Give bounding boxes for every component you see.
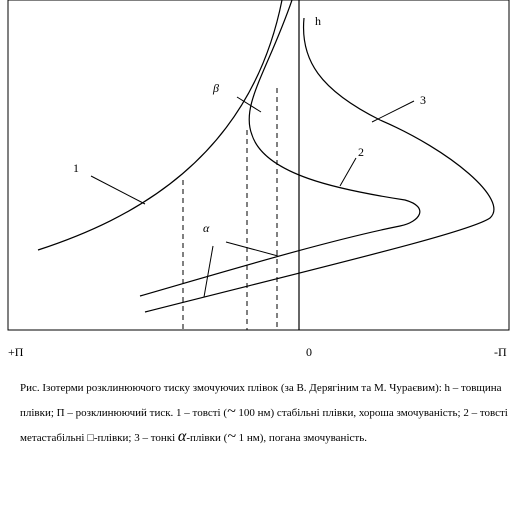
curve-2-label: 2	[358, 145, 364, 159]
caption-part-2: 100 нм) стабільні плівки, хороша змочуваність; 2 – товсті метастабільні	[20, 407, 508, 444]
leader-beta	[237, 97, 261, 112]
beta-label: β	[213, 81, 219, 95]
curve-3	[145, 18, 494, 312]
leader-alpha-1	[226, 242, 278, 256]
caption-part-3: -плівки; 3 – тонкі	[93, 432, 178, 444]
tilde-symbol-1: ~	[227, 403, 236, 420]
curve-2	[140, 0, 420, 296]
x-axis-center-label: 0	[306, 345, 312, 359]
diagram-frame	[8, 0, 509, 330]
caption-part-1: Рис. Ізотерми розклинюючого тиску змочуючих плівок (за В. Дерягіним та М. Чураєвим): h – товщина плівки; П – розклинюючий тиск. 1 – товсті (	[20, 382, 502, 419]
leader-3	[372, 101, 414, 122]
leader-1	[91, 176, 145, 204]
alpha-symbol: α	[177, 428, 187, 445]
leader-alpha-2	[204, 246, 213, 297]
curve-1	[38, 0, 282, 250]
alpha-label: α	[203, 221, 210, 235]
curve-3-label: 3	[420, 93, 426, 107]
curve-1-label: 1	[73, 161, 79, 175]
box-glyph: □	[87, 432, 94, 444]
caption-part-5: 1 нм), погана змочуваність.	[235, 432, 367, 444]
h-axis-label: h	[315, 14, 321, 28]
x-axis-left-label: +П	[8, 345, 24, 359]
x-axis-right-label: -П	[494, 345, 507, 359]
caption-part-4: -плівки (	[186, 432, 228, 444]
figure-caption	[20, 376, 515, 450]
tilde-symbol-2: ~	[227, 428, 236, 445]
leader-2	[340, 158, 356, 186]
